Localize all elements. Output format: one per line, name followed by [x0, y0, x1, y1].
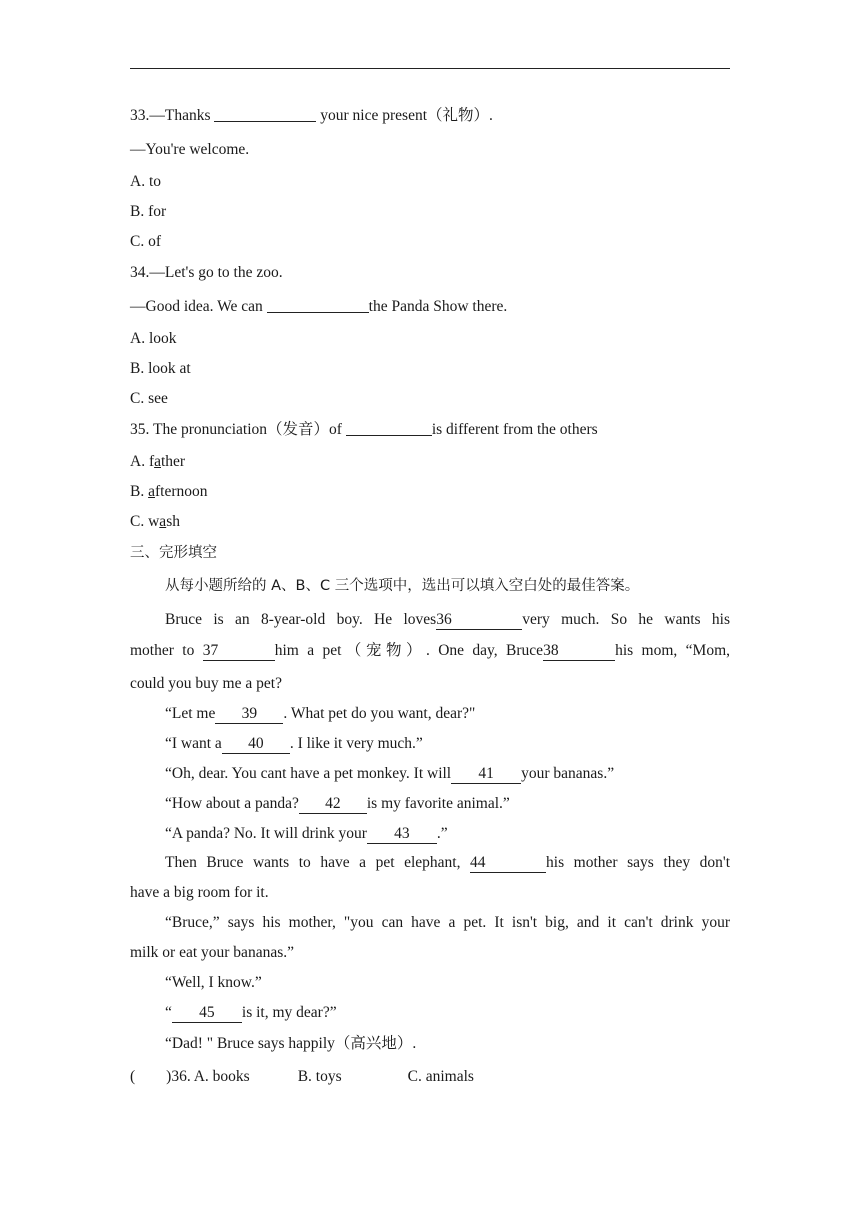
passage-text: is it, my dear?” — [241, 1004, 337, 1021]
passage-text: him a pet（宠物）. One day, Bruce — [274, 642, 544, 659]
q35-option-a — [130, 452, 730, 472]
q34-option-c: C. see — [130, 390, 168, 407]
q36-option-b: B. toys — [297, 1068, 342, 1085]
passage-p1-line3: could you buy me a pet? — [130, 675, 282, 692]
passage-p9: “Well, I know.” — [165, 974, 262, 991]
passage-p7-line1 — [165, 853, 730, 873]
q35-prompt — [130, 420, 730, 440]
blank-41: 41 — [451, 765, 521, 784]
blank-40: 40 — [222, 735, 290, 754]
passage-p1-line1 — [165, 610, 730, 630]
q35-option-b-pre: B. — [130, 483, 149, 500]
q35-option-c-pre: C. w — [130, 513, 160, 530]
passage-text: Bruce is an 8-year-old boy. He loves — [165, 611, 437, 628]
passage-text: is my favorite animal.” — [366, 795, 510, 812]
blank-43: 43 — [367, 825, 437, 844]
passage-p6 — [165, 824, 730, 844]
blank-44: 44 — [470, 854, 546, 873]
q35-option-b-post: fternoon — [154, 483, 208, 500]
q33-prompt-start: 33.—Thanks — [130, 107, 215, 124]
passage-text: his mother says they don't — [546, 854, 730, 871]
passage-text: “A panda? No. It will drink your — [165, 825, 367, 842]
passage-text: “How about a panda? — [165, 795, 299, 812]
q34-reply — [130, 297, 730, 317]
q34-reply-end: the Panda Show there. — [368, 298, 508, 315]
q33-reply: —You're welcome. — [130, 141, 250, 158]
q33-option-c: C. of — [130, 233, 161, 250]
passage-text: mother to — [130, 642, 203, 659]
passage-p5 — [165, 794, 730, 814]
passage-text: “ — [165, 1004, 172, 1021]
q34-option-a: A. look — [130, 330, 177, 347]
q33-blank — [214, 106, 316, 122]
q35-option-c — [130, 512, 730, 532]
q36-option-a: 36. A. books — [171, 1068, 250, 1085]
q34-reply-start: —Good idea. We can — [130, 298, 267, 315]
q36-option-c: C. animals — [407, 1068, 474, 1085]
passage-text: .” — [436, 825, 448, 842]
passage-text: “I want a — [165, 735, 222, 752]
passage-text: Then Bruce wants to have a pet elephant, — [165, 854, 471, 871]
q34-option-b: B. look at — [130, 360, 191, 377]
section-heading: 三、完形填空 — [130, 545, 217, 561]
q33-prompt — [130, 106, 730, 126]
passage-text: his mom, “Mom, — [615, 642, 730, 659]
header-rule — [130, 68, 730, 69]
passage-text: . What pet do you want, dear?" — [283, 705, 476, 722]
passage-text: . I like it very much.” — [289, 735, 423, 752]
passage-text: very much. So he wants his — [522, 611, 730, 628]
q35-option-c-underlined: a — [159, 513, 167, 530]
passage-text: “Oh, dear. You cant have a pet monkey. It will — [165, 765, 452, 782]
passage-p10 — [165, 1003, 730, 1023]
blank-42: 42 — [299, 795, 367, 814]
q35-blank — [346, 420, 432, 436]
passage-p11: “Dad! " Bruce says happily（高兴地）. — [165, 1035, 417, 1052]
passage-p3 — [165, 734, 730, 754]
section-instruction: 从每小题所给的 A、B、C 三个选项中，选出可以填入空白处的最佳答案。 — [165, 578, 640, 594]
q35-option-a-post: ther — [161, 453, 186, 470]
q33-option-b: B. for — [130, 203, 167, 220]
passage-p1-line2 — [130, 641, 730, 661]
q35-option-a-underlined: a — [154, 453, 161, 470]
q33-option-a: A. to — [130, 173, 161, 190]
q35-option-b-underlined: a — [148, 483, 155, 500]
passage-text: your bananas.” — [521, 765, 615, 782]
q33-prompt-end: your nice present（礼物）. — [316, 107, 493, 124]
blank-37: 37 — [203, 642, 275, 661]
q35-prompt-end: is different from the others — [431, 421, 598, 438]
q35-option-a-pre: A. f — [130, 453, 155, 470]
q34-blank — [267, 297, 369, 313]
passage-p7-line2: have a big room for it. — [130, 884, 269, 901]
passage-p4 — [165, 764, 730, 784]
q35-prompt-start: 35. The pronunciation（发音）of — [130, 421, 346, 438]
blank-45: 45 — [172, 1004, 242, 1023]
q36-answer-bracket: ( ) — [130, 1068, 172, 1085]
blank-36: 36 — [436, 611, 522, 630]
passage-p2 — [165, 704, 730, 724]
passage-p8-line1: “Bruce,” says his mother, "you can have a pet. It isn't big, and it can't drink your — [165, 914, 730, 931]
passage-p8-line2: milk or eat your bananas.” — [130, 944, 294, 961]
blank-39: 39 — [215, 705, 283, 724]
q36-row — [130, 1067, 730, 1087]
q34-prompt: 34.—Let's go to the zoo. — [130, 264, 283, 281]
q35-option-c-post: sh — [166, 513, 180, 530]
q35-option-b — [130, 482, 730, 502]
passage-text: “Let me — [165, 705, 216, 722]
blank-38: 38 — [543, 642, 615, 661]
